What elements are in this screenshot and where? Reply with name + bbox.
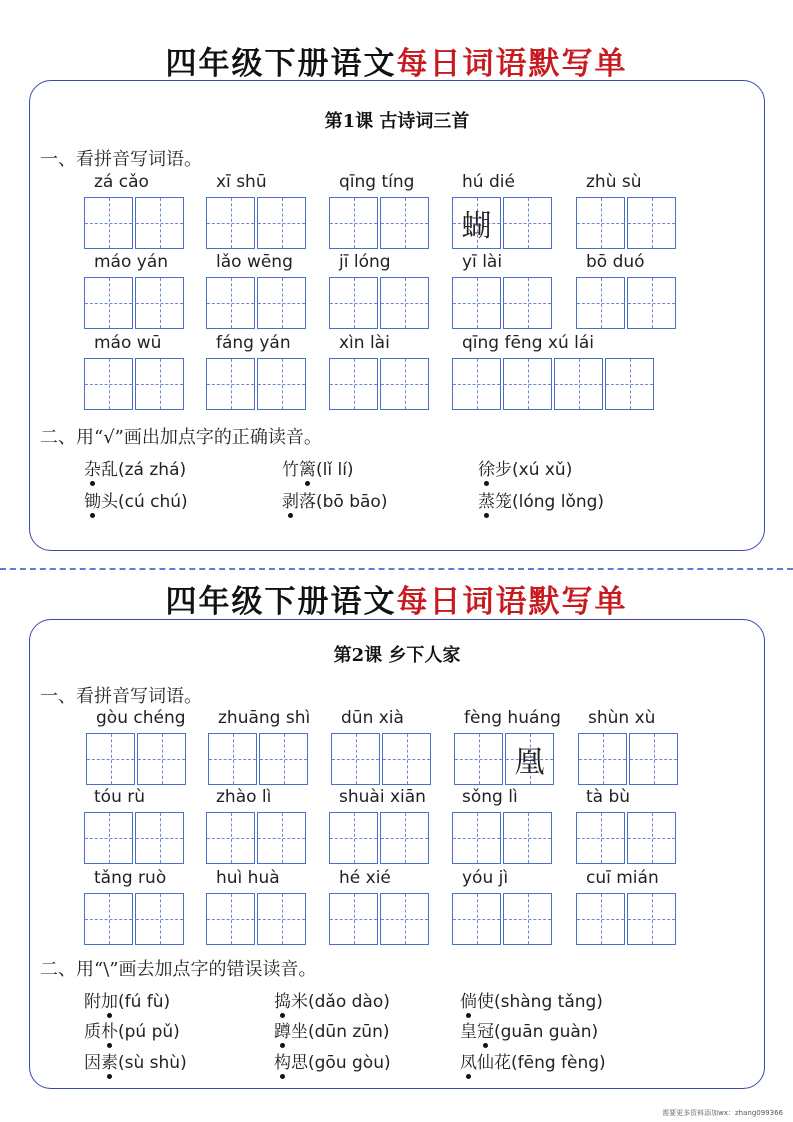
writing-cell[interactable] <box>257 277 306 329</box>
dotted-character: 捣 <box>274 992 291 1012</box>
word-character: 仙花 <box>477 1053 511 1073</box>
writing-cell[interactable] <box>257 812 306 864</box>
sheet2-section1-heading: 一、看拼音写词语。 <box>40 686 202 707</box>
pinyin-label: hú dié <box>462 172 515 192</box>
pinyin-label: huì huà <box>216 868 280 888</box>
writing-cell[interactable] <box>329 197 378 249</box>
dotted-character: 锄 <box>84 492 101 512</box>
pinyin-label: qīng tíng <box>339 172 415 192</box>
pinyin-options: (zá zhá) <box>118 460 187 480</box>
sheet1-title-black: 四年级下册语文 <box>165 46 397 82</box>
word-character: 因 <box>84 1053 101 1073</box>
writing-cell[interactable] <box>576 812 625 864</box>
writing-cell[interactable] <box>380 277 429 329</box>
writing-cell[interactable] <box>576 277 625 329</box>
word-character: 竹 <box>282 460 299 480</box>
pinyin-options: (xú xǔ) <box>512 460 573 480</box>
pinyin-label: hé xié <box>339 868 391 888</box>
writing-cell[interactable] <box>135 812 184 864</box>
writing-cell[interactable] <box>452 893 501 945</box>
writing-grid <box>208 733 308 785</box>
pronunciation-choice[interactable] <box>460 1048 606 1073</box>
word-character: 米 <box>291 992 308 1012</box>
writing-grid <box>329 197 429 249</box>
word-character: 思 <box>291 1053 308 1073</box>
writing-cell[interactable] <box>627 812 676 864</box>
sheet2-title <box>0 576 793 621</box>
writing-grid <box>454 733 554 785</box>
writing-cell[interactable] <box>135 893 184 945</box>
writing-cell[interactable] <box>629 733 678 785</box>
pinyin-label: jī lóng <box>339 252 391 272</box>
page-divider <box>0 568 793 570</box>
dotted-character: 冠 <box>477 1022 494 1042</box>
writing-cell[interactable] <box>331 733 380 785</box>
word-character: 落 <box>299 492 316 512</box>
pronunciation-choice[interactable] <box>84 455 186 480</box>
writing-cell[interactable] <box>503 812 552 864</box>
writing-grid <box>576 893 676 945</box>
dotted-character: 素 <box>101 1053 118 1073</box>
dotted-character: 杂 <box>84 460 101 480</box>
pinyin-label: gòu chéng <box>96 708 186 728</box>
writing-cell[interactable] <box>86 733 135 785</box>
writing-cell[interactable] <box>578 733 627 785</box>
pinyin-label: cuī mián <box>586 868 659 888</box>
writing-cell[interactable] <box>505 733 554 785</box>
writing-cell[interactable] <box>257 893 306 945</box>
dotted-character: 加 <box>101 992 118 1012</box>
writing-cell[interactable] <box>84 812 133 864</box>
writing-cell[interactable] <box>257 197 306 249</box>
writing-cell[interactable] <box>206 812 255 864</box>
writing-cell[interactable] <box>137 733 186 785</box>
writing-grid <box>84 893 184 945</box>
writing-cell[interactable] <box>503 893 552 945</box>
sheet1-section2-heading: 二、用“√”画出加点字的正确读音。 <box>40 427 322 448</box>
writing-grid <box>452 197 552 249</box>
writing-grid <box>576 197 676 249</box>
pinyin-options: (guān guàn) <box>494 1022 599 1042</box>
dotted-character: 倘 <box>460 992 477 1012</box>
writing-cell[interactable] <box>84 197 133 249</box>
pronunciation-choice[interactable] <box>84 1048 187 1073</box>
writing-cell[interactable] <box>135 358 184 410</box>
writing-cell[interactable] <box>576 197 625 249</box>
pronunciation-choice[interactable] <box>84 987 170 1012</box>
writing-grid <box>452 812 552 864</box>
writing-cell[interactable] <box>135 197 184 249</box>
writing-cell[interactable] <box>206 277 255 329</box>
writing-cell[interactable] <box>84 893 133 945</box>
pinyin-label: yī lài <box>462 252 503 272</box>
writing-cell[interactable] <box>329 277 378 329</box>
pinyin-options: (fú fù) <box>118 992 171 1012</box>
pinyin-label: sǒng lì <box>462 787 518 807</box>
writing-cell[interactable] <box>380 893 429 945</box>
writing-cell[interactable] <box>627 197 676 249</box>
writing-cell[interactable] <box>452 358 501 410</box>
sheet1-section1-heading: 一、看拼音写词语。 <box>40 149 202 170</box>
writing-grid <box>331 733 431 785</box>
sheet2-section2-heading: 二、用“\”画去加点字的错误读音。 <box>40 959 317 980</box>
writing-cell[interactable] <box>627 277 676 329</box>
pinyin-options: (dǎo dào) <box>308 992 390 1012</box>
pronunciation-choice[interactable] <box>84 1017 180 1042</box>
pinyin-label: shùn xù <box>588 708 656 728</box>
writing-grid <box>206 812 306 864</box>
pinyin-options: (lǐ lí) <box>316 460 354 480</box>
writing-cell[interactable] <box>257 358 306 410</box>
pinyin-label: lǎo wēng <box>216 252 293 272</box>
writing-grid <box>576 812 676 864</box>
pinyin-options: (bō bāo) <box>316 492 388 512</box>
pinyin-label: dūn xià <box>341 708 404 728</box>
word-character: 笼 <box>495 492 512 512</box>
pronunciation-choice[interactable] <box>274 987 390 1012</box>
pronunciation-choice[interactable] <box>460 1017 598 1042</box>
writing-grid <box>84 812 184 864</box>
pronunciation-choice[interactable] <box>84 487 188 512</box>
writing-cell[interactable] <box>503 277 552 329</box>
writing-cell[interactable] <box>206 358 255 410</box>
pinyin-label: tà bù <box>586 787 631 807</box>
sheet2-lesson-title: 第2课 乡下人家 <box>333 645 461 666</box>
writing-grid <box>576 277 676 329</box>
writing-cell[interactable] <box>627 893 676 945</box>
writing-grid <box>84 358 184 410</box>
writing-grid <box>329 893 429 945</box>
writing-grid <box>86 733 186 785</box>
writing-cell[interactable] <box>380 358 429 410</box>
writing-grid <box>84 277 184 329</box>
word-character: 头 <box>101 492 118 512</box>
pinyin-label: fèng huáng <box>464 708 561 728</box>
writing-cell[interactable] <box>329 812 378 864</box>
writing-cell[interactable] <box>259 733 308 785</box>
pinyin-label: tóu rù <box>94 787 146 807</box>
pinyin-label: zá cǎo <box>94 172 149 192</box>
writing-grid <box>206 197 306 249</box>
writing-cell[interactable] <box>554 358 603 410</box>
writing-cell[interactable] <box>380 812 429 864</box>
writing-grid <box>578 733 678 785</box>
pronunciation-choice[interactable] <box>478 455 572 480</box>
pinyin-label: xìn lài <box>339 333 390 353</box>
sheet1-lesson-title: 第1课 古诗词三首 <box>324 111 470 132</box>
pinyin-label: zhù sù <box>586 172 642 192</box>
writing-cell[interactable] <box>452 197 501 249</box>
writing-cell[interactable] <box>208 733 257 785</box>
footer-note: 需要更多资料添加wx：zhang099366 <box>662 1109 783 1117</box>
sheet2-title-black: 四年级下册语文 <box>165 584 397 620</box>
word-character: 乱 <box>101 460 118 480</box>
pinyin-label: tǎng ruò <box>94 868 167 888</box>
writing-cell[interactable] <box>454 733 503 785</box>
pronunciation-choice[interactable] <box>274 1017 389 1042</box>
pinyin-options: (cú chú) <box>118 492 188 512</box>
word-character: 使 <box>477 992 494 1012</box>
writing-grid <box>84 197 184 249</box>
pinyin-label: bō duó <box>586 252 645 272</box>
pinyin-options: (sù shù) <box>118 1053 187 1073</box>
writing-cell[interactable] <box>329 358 378 410</box>
writing-cell[interactable] <box>206 197 255 249</box>
pinyin-label: xī shū <box>216 172 267 192</box>
writing-cell[interactable] <box>84 358 133 410</box>
writing-cell[interactable] <box>503 197 552 249</box>
writing-cell[interactable] <box>329 893 378 945</box>
pinyin-options: (fēng fèng) <box>511 1053 606 1073</box>
writing-cell[interactable] <box>452 812 501 864</box>
pinyin-label: shuài xiān <box>339 787 426 807</box>
writing-grid <box>329 277 429 329</box>
writing-grid <box>329 812 429 864</box>
writing-grid <box>452 358 654 410</box>
sheet2-title-red: 每日词语默写单 <box>396 584 628 620</box>
pronunciation-choice[interactable] <box>274 1048 391 1073</box>
writing-cell[interactable] <box>84 277 133 329</box>
dotted-character: 凤 <box>460 1053 477 1073</box>
dotted-character: 徐 <box>478 460 495 480</box>
pinyin-options: (dūn zūn) <box>308 1022 390 1042</box>
writing-cell[interactable] <box>576 893 625 945</box>
pinyin-label: fáng yán <box>216 333 291 353</box>
word-character: 步 <box>495 460 512 480</box>
writing-grid <box>452 893 552 945</box>
writing-grid <box>452 277 552 329</box>
pinyin-label: máo wū <box>94 333 162 353</box>
writing-cell[interactable] <box>452 277 501 329</box>
word-character: 坐 <box>291 1022 308 1042</box>
dotted-character: 构 <box>274 1053 291 1073</box>
pinyin-options: (gōu gòu) <box>308 1053 391 1073</box>
pronunciation-choice[interactable] <box>282 487 387 512</box>
word-character: 皇 <box>460 1022 477 1042</box>
pinyin-options: (shàng tǎng) <box>494 992 603 1012</box>
dotted-character: 朴 <box>101 1022 118 1042</box>
writing-cell[interactable] <box>382 733 431 785</box>
pinyin-label: zhào lì <box>216 787 272 807</box>
pinyin-options: (lóng lǒng) <box>512 492 605 512</box>
writing-grid <box>206 893 306 945</box>
sheet1-title-red: 每日词语默写单 <box>396 46 628 82</box>
dotted-character: 蒸 <box>478 492 495 512</box>
pronunciation-choice[interactable] <box>460 987 603 1012</box>
prefilled-character: 凰 <box>514 745 545 780</box>
dotted-character: 篱 <box>299 460 316 480</box>
word-character: 质 <box>84 1022 101 1042</box>
pronunciation-choice[interactable] <box>478 487 604 512</box>
dotted-character: 剥 <box>282 492 299 512</box>
pinyin-label: máo yán <box>94 252 169 272</box>
pronunciation-choice[interactable] <box>282 455 354 480</box>
writing-cell[interactable] <box>503 358 552 410</box>
writing-cell[interactable] <box>605 358 654 410</box>
writing-grid <box>329 358 429 410</box>
pinyin-label: qīng fēng xú lái <box>462 333 594 353</box>
writing-grid <box>206 358 306 410</box>
word-character: 附 <box>84 992 101 1012</box>
pinyin-label: yóu jì <box>462 868 509 888</box>
pinyin-options: (pú pǔ) <box>118 1022 180 1042</box>
dotted-character: 蹲 <box>274 1022 291 1042</box>
sheet1-title <box>0 38 793 83</box>
writing-cell[interactable] <box>206 893 255 945</box>
prefilled-character: 蝴 <box>461 209 492 244</box>
pinyin-label: zhuāng shì <box>218 708 311 728</box>
writing-cell[interactable] <box>380 197 429 249</box>
writing-cell[interactable] <box>135 277 184 329</box>
writing-grid <box>206 277 306 329</box>
